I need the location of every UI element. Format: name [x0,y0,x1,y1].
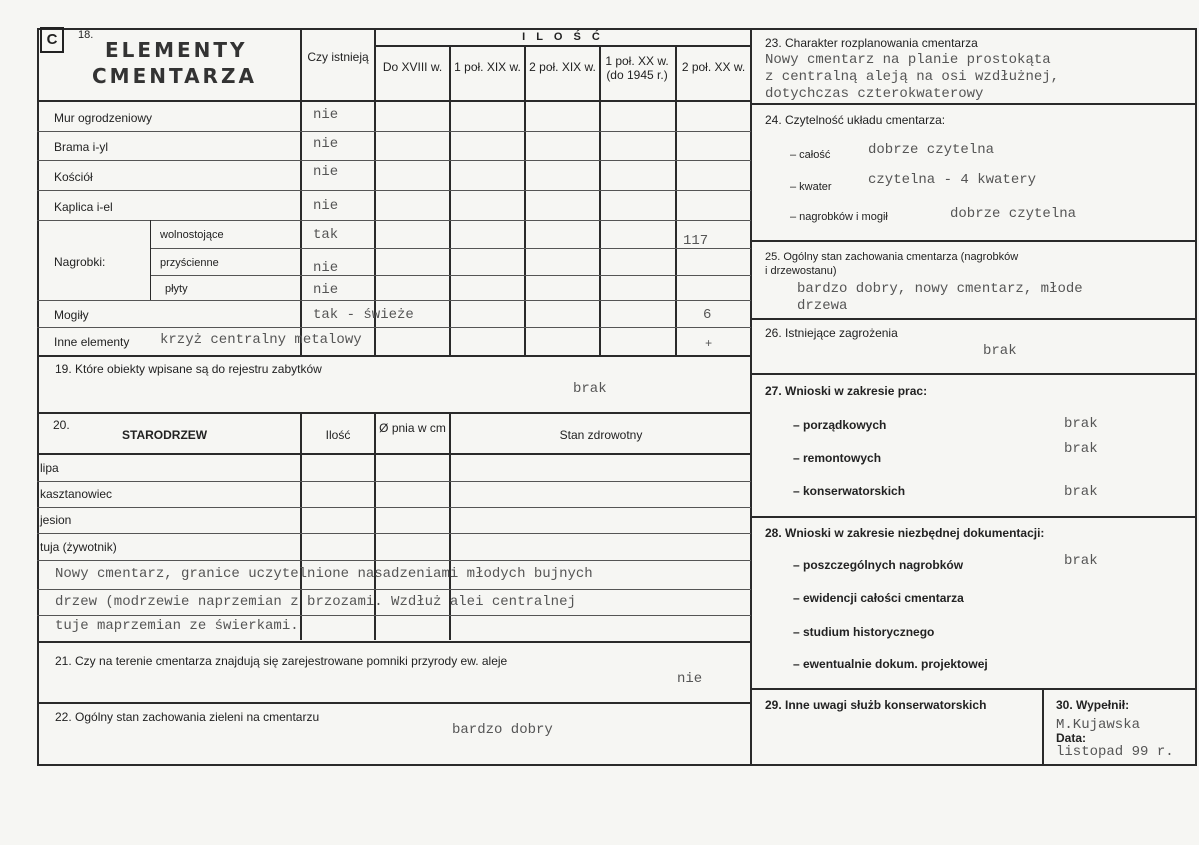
row-label-mur: Mur ogrodzeniowy [54,111,153,125]
row-line [37,560,751,561]
q20-number: 20. [53,418,70,432]
col-header-1: Do XVIII w. [382,60,443,74]
q28-item1-label: – poszczególnych nagrobków [793,558,964,572]
q22-answer: bardzo dobry [452,722,553,738]
row-line [150,248,751,249]
q25-bottom [751,318,1197,320]
answer-kaplica: nie [313,198,339,214]
col-header-4: 1 poł. XX w. (do 1945 r.) [605,54,669,82]
value-mogily: 6 [703,307,712,323]
value-inne: + [705,337,713,351]
q28-item2-label: – ewidencji całości cmentarza [793,591,964,605]
q24-label: 24. Czytelność układu cmentarza: [765,113,946,127]
q21-answer: nie [677,671,703,687]
row-label-wolnostojace: wolnostojące [160,229,224,241]
col-divider-3 [524,46,526,356]
tree-lipa: lipa [40,461,59,475]
row-line [37,589,751,590]
row-label-plyty: płyty [165,283,188,295]
q23-label: 23. Charakter rozplanowania cmentarza [765,36,978,50]
q20-header-bottom [37,453,751,455]
col-divider-5 [675,46,677,356]
section-number: 18. [78,29,94,41]
col-divider-2 [449,46,451,356]
col-header-5: 2 poł. XX w. [681,60,746,74]
q28-item1-value: brak [1064,553,1098,569]
row-label-przyscienne: przyścienne [160,257,219,269]
q30-date-label: Data: [1056,731,1087,745]
q27-label: 27. Wnioski w zakresie prac: [765,384,928,398]
frame-left [37,28,39,765]
q29-q30-divider [1042,688,1044,765]
center-divider [750,28,752,765]
title-line1: ELEMENTY [105,38,248,62]
q19-label: 19. Które obiekty wpisane są do rejestru zabytków [55,362,322,376]
q27-item2-value: brak [1064,441,1098,457]
q23-line3: dotychczas czterokwaterowy [765,86,984,102]
q24-item2-label: – kwater [790,181,832,193]
row-line [37,615,751,616]
q28-item3-label: – studium historycznego [793,625,935,639]
q21-bottom [37,702,751,704]
row-line [37,190,751,191]
row-line [37,327,751,328]
value-wolnostojace: 117 [683,233,709,249]
nagrobki-divider [150,220,151,300]
tree-tuja: tuja (żywotnik) [40,540,117,554]
q24-item3-label: – nagrobków i mogił [790,211,888,223]
col-header-3: 2 poł. XIX w. [529,60,596,74]
q26-bottom [751,373,1197,375]
row-line [37,507,751,508]
col-czy-header: Czy istnieją [307,50,369,64]
row-label-kaplica: Kaplica i-el [54,200,113,214]
q25-label2: i drzewostanu) [765,265,837,277]
row-line [37,220,751,221]
q30-label: 30. Wypełnił: [1056,698,1130,712]
answer-kosciol: nie [313,164,339,180]
q24-item1-value: dobrze czytelna [868,142,995,158]
answer-brama: nie [313,136,339,152]
q20-title: STARODRZEW [122,428,208,442]
row-line [37,533,751,534]
q24-item1-label: – całość [790,149,831,161]
col-divider-czy [300,28,302,356]
q27-item1-value: brak [1064,416,1098,432]
q24-item2-value: czytelna - 4 kwatery [868,172,1037,188]
q30-date: listopad 99 r. [1056,744,1174,760]
answer-wolnostojace: tak [313,227,339,243]
q28-label: 28. Wnioski w zakresie niezbędnej dokumentacji: [765,526,1045,540]
q19-answer: brak [573,381,607,397]
q27-item3-label: – konserwatorskich [793,484,906,498]
answer-mur: nie [313,107,339,123]
q21-label: 21. Czy na terenie cmentarza znajdują się zarejestrowane pomniki przyrody ew. aleje [55,654,508,668]
q20-note-line3: tuje maprzemian ze świerkami. [55,618,299,634]
answer-inne: krzyż centralny metalowy [160,332,362,348]
q26-answer: brak [983,343,1017,359]
q20-col-fi: Ø pnia w cm [379,421,446,435]
q27-item1-label: – porządkowych [793,418,887,432]
answer-plyty: nie [313,282,339,298]
q22-label: 22. Ogólny stan zachowania zieleni na cmentarzu [55,710,320,724]
row-line [37,300,751,301]
col-divider-4 [599,46,601,356]
row-line [150,275,751,276]
q20-col-stan: Stan zdrowotny [559,428,643,442]
q25-line2: drzewa [797,298,848,314]
q28-item4-label: – ewentualnie dokum. projektowej [793,657,988,671]
q20-note-line2: drzew (modrzewie naprzemian z brzozami. Wzdłuż alei centralnej [55,594,576,610]
row-label-kosciol: Kościół [54,170,93,184]
q25-line1: bardzo dobry, nowy cmentarz, młode [797,281,1083,297]
frame-right [1195,28,1197,765]
row-line [37,481,751,482]
table-bottom [37,355,751,357]
row-label-mogily: Mogiły [54,308,89,322]
row-label-nagrobki: Nagrobki: [54,255,106,269]
q19-bottom [37,412,751,414]
q20-col-ilosc: Ilość [325,428,351,442]
header-bottom [37,100,751,102]
tree-kasztanowiec: kasztanowiec [40,487,113,501]
q30-name: M.Kujawska [1056,717,1141,733]
section-badge: C [40,27,64,53]
row-label-brama: Brama i-yl [54,140,109,154]
row-line [37,131,751,132]
title-line2: CMENTARZA [92,64,257,88]
row-line [37,160,751,161]
answer-przyscienne: nie [313,260,339,276]
q23-line2: z centralną aleją na osi wzdłużnej, [765,69,1060,85]
q23-bottom [751,103,1197,105]
q20-note-line1: Nowy cmentarz, granice uczytelnione nasadzeniami młodych bujnych [55,566,593,582]
q28-bottom [751,688,1197,690]
q26-label: 26. Istniejące zagrożenia [765,326,898,340]
q24-bottom [751,240,1197,242]
row-label-inne: Inne elementy [54,335,130,349]
q25-label1: 25. Ogólny stan zachowania cmentarza (nagrobków [765,251,1019,263]
q27-bottom [751,516,1197,518]
q23-line1: Nowy cmentarz na planie prostokąta [765,52,1051,68]
q24-item3-value: dobrze czytelna [950,206,1077,222]
tree-jesion: jesion [40,513,72,527]
q20-bottom [37,641,751,643]
answer-mogily: tak - świeże [313,307,414,323]
ilosc-header: I L O Ś Ć [522,31,604,43]
q29-label: 29. Inne uwagi służb konserwatorskich [765,698,987,712]
q27-item2-label: – remontowych [793,451,882,465]
col-header-2: 1 poł. XIX w. [454,60,521,74]
q27-item3-value: brak [1064,484,1098,500]
frame-bottom [37,764,1197,766]
ilosc-underline [374,45,751,47]
